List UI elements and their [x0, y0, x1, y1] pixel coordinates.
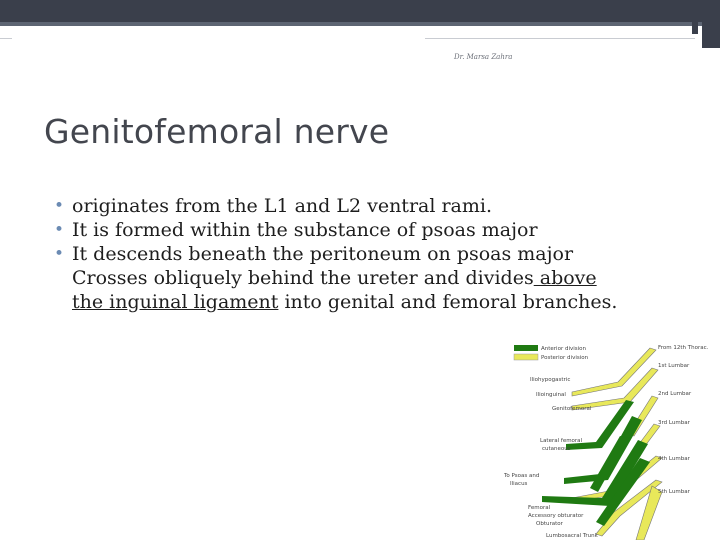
bullet-text-line1: It descends beneath the peritoneum on psoas major [72, 243, 574, 265]
bullet-list [8, 194, 698, 314]
bullet-text-suffix: into genital and femoral branches. [278, 291, 618, 313]
label-1st-lumbar: 1st Lumbar [658, 363, 690, 369]
label-5th-lumbar: 5th Lumbar [658, 489, 690, 495]
label-iliohypogastric: Iliohypogastric [530, 377, 571, 383]
anterior-division-branches [542, 400, 650, 526]
author-credit: Dr. Marsa Zahra [454, 53, 513, 61]
label-genitofemoral: Genitofemoral [552, 406, 592, 412]
legend-swatch-posterior [514, 354, 538, 360]
bullet-item: • originates from the L1 and L2 ventral rami. [8, 194, 698, 218]
slide-title: Genitofemoral nerve [44, 112, 390, 151]
label-lateral-femoral: Lateral femoral [540, 438, 583, 444]
bullet-item [8, 242, 698, 314]
underlined-phrase: above [533, 267, 597, 289]
legend-anterior-label: Anterior division [541, 346, 586, 352]
header-rule-right [425, 38, 695, 39]
label-obturator: Obturator [536, 521, 563, 527]
label-3rd-lumbar: 3rd Lumbar [658, 420, 690, 426]
label-2nd-lumbar: 2nd Lumbar [658, 391, 692, 397]
lumbar-plexus-diagram [502, 340, 720, 540]
label-iliacus: Iliacus [510, 481, 528, 487]
underlined-phrase: the inguinal ligament [72, 291, 279, 313]
label-cutaneous: cutaneous [542, 446, 571, 452]
label-femoral: Femoral [528, 505, 551, 511]
label-from-12th-thoracic: From 12th Thorac. [658, 345, 709, 351]
bullet-text-line2: Crosses obliquely behind the ureter and divides [72, 267, 534, 289]
label-accessory-obturator: Accessory obturator [528, 513, 584, 519]
top-bar-accent [0, 22, 720, 26]
label-ilioinguinal: Ilioinguinal [536, 392, 566, 398]
top-bar-corner [702, 0, 720, 48]
header-rule-left [0, 38, 12, 39]
label-4th-lumbar: 4th Lumbar [658, 456, 690, 462]
label-lumbosacral-trunk: Lumbosacral Trunk [546, 533, 598, 539]
top-bar [0, 0, 720, 22]
legend-posterior-label: Posterior division [541, 355, 589, 361]
bullet-item: • It is formed within the substance of psoas major [8, 218, 698, 242]
top-bar-tab [692, 0, 698, 34]
label-to-psoas: To Psoas and [504, 473, 540, 479]
legend-swatch-anterior [514, 345, 538, 351]
